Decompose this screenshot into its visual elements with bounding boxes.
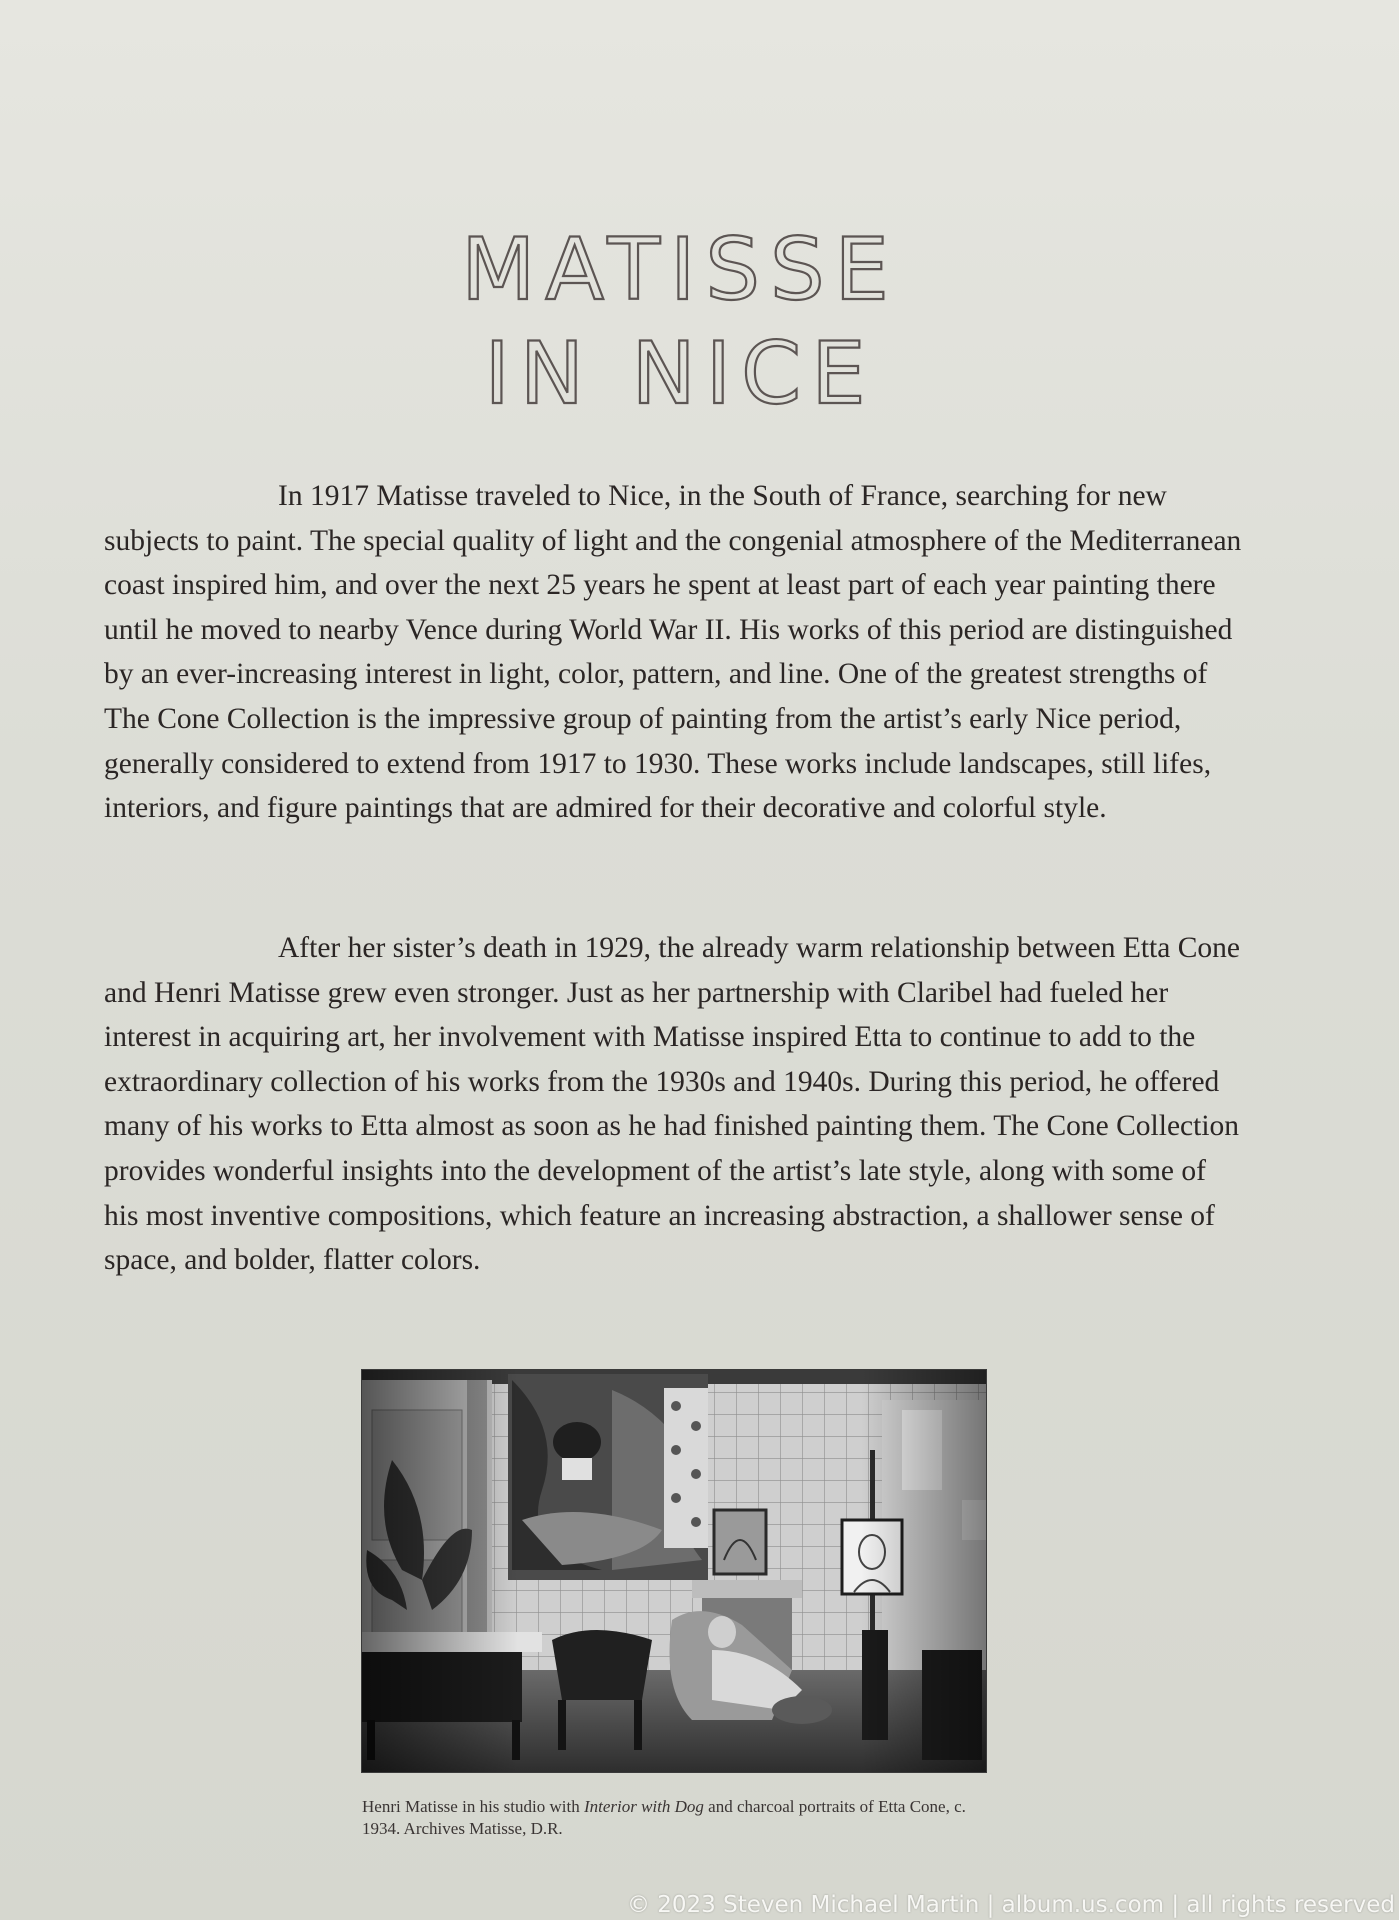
caption-text-end: and charcoal portraits of Etta Cone, c. 1934. Archives Matisse, D.R. [362,1797,966,1838]
body-paragraph-2: After her sister’s death in 1929, the already warm relationship between Etta Cone and Henri Matisse grew even stronger. Just as her partnership with Claribel had fueled her interest in acquiring art, her involvement with Matisse inspired Etta to continue to add to the extraordinary collection of his works from the 1930s and 1940s. During this period, he offered many of his works to Etta almost as soon as he had finished painting them. The Cone Collection provides wonderful insights into the development of the artist’s late style, along with some of his most inventive compositions, which feature an increasing abstraction, a shallower sense of space, and bolder, flatter colors. [104,932,1240,1277]
caption-text-start: Henri Matisse in his studio with [362,1797,584,1816]
title-line-1: MATISSE [461,219,899,320]
studio-photograph [362,1370,986,1772]
photo-caption [362,1796,1002,1840]
panel-title [0,218,1360,426]
caption-artwork-title: Interior with Dog [583,1797,704,1816]
title-line-2: IN NICE [484,323,876,424]
copyright-watermark: © 2023 Steven Michael Martin | album.us.com | all rights reserved [626,1892,1395,1918]
body-paragraph-1: In 1917 Matisse traveled to Nice, in the South of France, searching for new subjects to paint. The special quality of light and the congenial atmosphere of the Mediterranean coast inspired him, and over the next 25 years he spent at least part of each year painting there until he moved to nearby Vence during World War II. His works of this period are distinguished by an ever-increasing interest in light, color, pattern, and line. One of the greatest strengths of The Cone Collection is the impressive group of painting from the artist’s early Nice period, generally considered to extend from 1917 to 1930. These works include landscapes, still lifes, interiors, and figure paintings that are admired for their decorative and colorful style. [104,480,1242,825]
studio-photo-illustration [362,1370,986,1772]
